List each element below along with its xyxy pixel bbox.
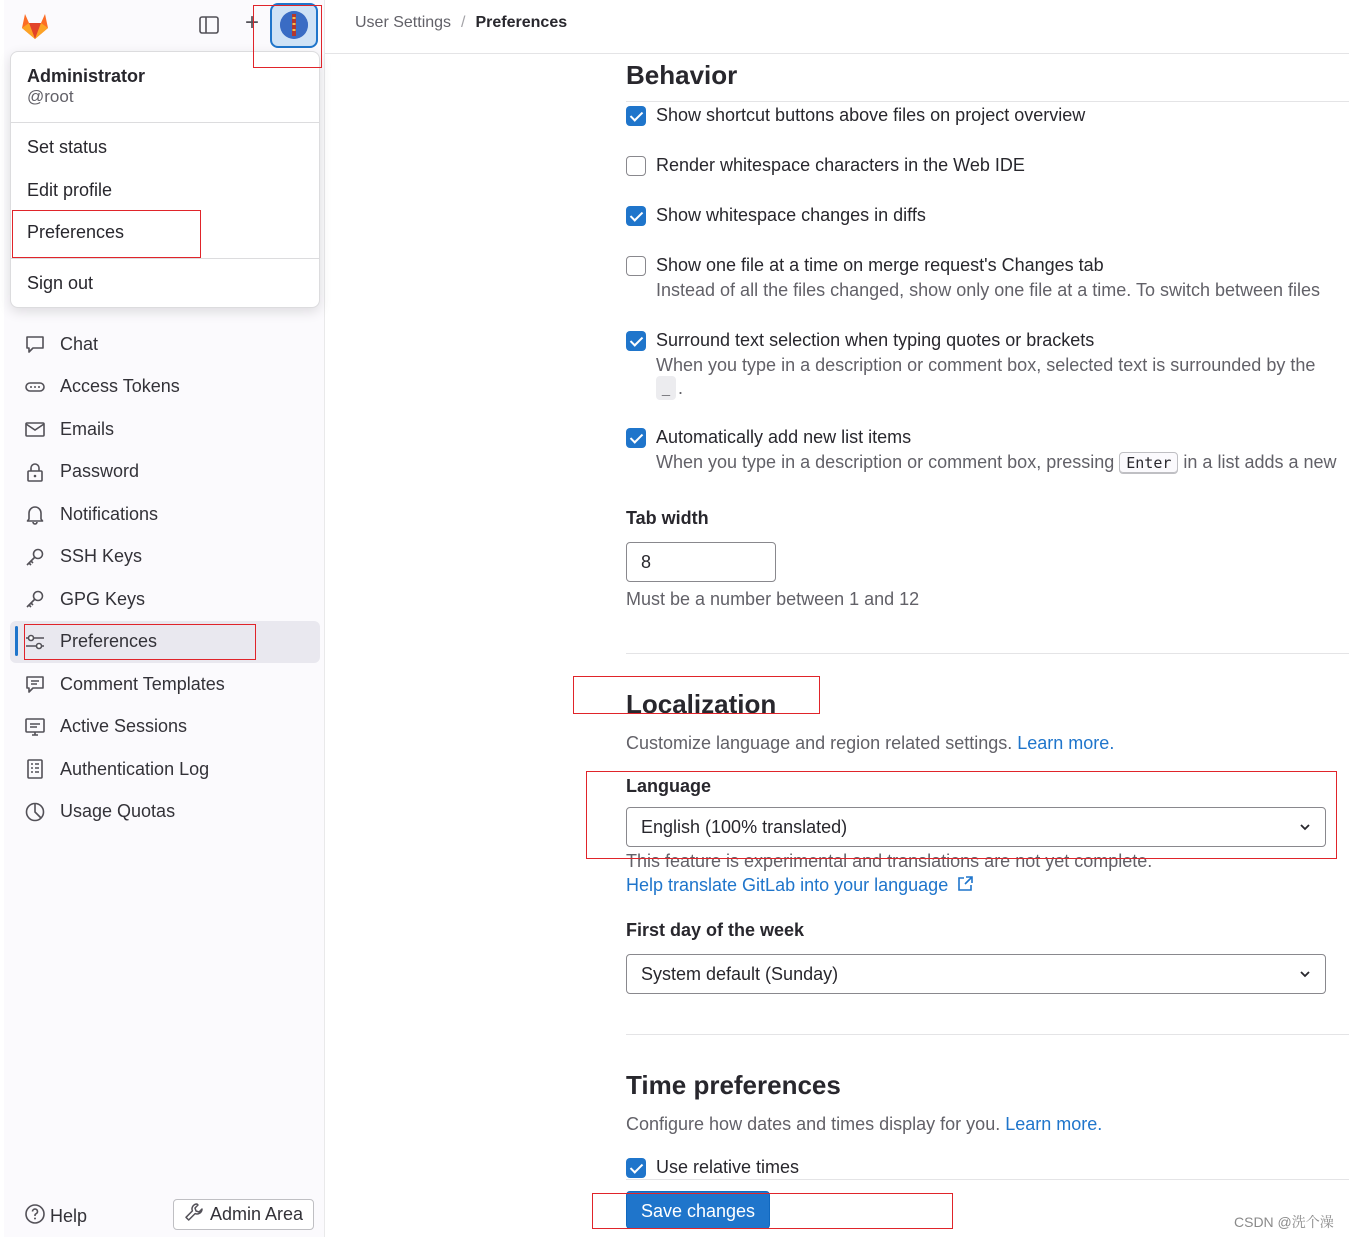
help-translate-link[interactable]: Help translate GitLab into your language [626, 875, 949, 895]
shortcut-buttons-checkbox[interactable] [626, 106, 646, 126]
one-file-label[interactable]: Show one file at a time on merge request's Changes tab [656, 255, 1104, 275]
tab-width-input[interactable] [626, 542, 776, 582]
watermark: CSDN @洗个澡 [1234, 1214, 1334, 1230]
preferences-icon [23, 630, 47, 654]
bell-icon [23, 502, 47, 526]
sidebar-item-label: Password [60, 461, 140, 482]
breadcrumb-current[interactable]: Preferences [475, 14, 568, 31]
time-description-text: Configure how dates and times display for you. [626, 1114, 1001, 1134]
first-day-label: First day of the week [626, 920, 805, 940]
breadcrumb-user-settings[interactable]: User Settings [355, 14, 452, 31]
comment-icon [23, 672, 47, 696]
shortcut-buttons-label[interactable]: Show shortcut buttons above files on project overview [656, 105, 1086, 125]
save-changes-button[interactable]: Save changes [626, 1191, 770, 1229]
breadcrumb [355, 14, 567, 32]
one-file-help: Instead of all the files changed, show only one file at a time. To switch between files [656, 280, 1321, 300]
render-whitespace-label[interactable]: Render whitespace characters in the Web IDE [656, 155, 1025, 175]
sidebar-item-label: Notifications [60, 503, 159, 524]
chevron-down-icon [1299, 821, 1311, 833]
sidebar-item-gpg-keys[interactable] [10, 578, 320, 621]
language-value: English (100% translated) [641, 817, 848, 837]
sidebar-item-preferences[interactable] [10, 621, 320, 664]
divider [11, 122, 319, 123]
admin-area-label: Admin Area [209, 1204, 304, 1224]
user-username: @root [27, 87, 74, 106]
sidebar-item-notifications[interactable] [10, 493, 320, 536]
code-snippet: _ [656, 376, 676, 400]
sidebar-item-label: Comment Templates [60, 673, 225, 694]
mail-icon [23, 417, 47, 441]
period: . [1109, 733, 1115, 753]
tab-width-label: Tab width [626, 508, 709, 528]
time-preferences-heading: Time preferences [626, 1070, 841, 1100]
auto-list-items-label[interactable]: Automatically add new list items [656, 427, 912, 447]
sidebar-item-label: Preferences [60, 631, 158, 652]
avatar [280, 11, 308, 39]
sidebar-item-comment-templates[interactable] [10, 663, 320, 706]
set-status-item[interactable]: Set status [27, 137, 108, 157]
language-label: Language [626, 776, 712, 796]
preferences-menu-item[interactable]: Preferences [27, 222, 125, 242]
relative-times-label[interactable]: Use relative times [656, 1157, 800, 1177]
key-icon [23, 587, 47, 611]
sidebar-item-label: Active Sessions [60, 716, 188, 737]
sidebar-item-ssh-keys[interactable] [10, 536, 320, 579]
localization-learn-more-link[interactable]: Learn more [1017, 733, 1110, 753]
help-button[interactable] [24, 1203, 87, 1230]
period: . [1097, 1114, 1103, 1134]
surround-selection-label[interactable]: Surround text selection when typing quotes or brackets [656, 330, 1095, 350]
surround-selection-help: When you type in a description or comment box, selected text is surrounded by the [656, 355, 1316, 375]
quota-icon [23, 800, 47, 824]
chat-icon [23, 332, 47, 356]
sidebar-toggle-icon[interactable] [197, 13, 221, 37]
first-day-select[interactable] [626, 954, 1326, 994]
question-icon [24, 1203, 46, 1230]
localization-heading: Localization [626, 689, 777, 719]
whitespace-diffs-label[interactable]: Show whitespace changes in diffs [656, 205, 926, 225]
language-select[interactable] [626, 807, 1326, 847]
render-whitespace-checkbox[interactable] [626, 156, 646, 176]
divider [626, 1034, 1349, 1035]
divider [626, 1179, 1349, 1180]
one-file-checkbox[interactable] [626, 256, 646, 276]
tab-width-hint: Must be a number between 1 and 12 [626, 589, 920, 609]
auto-list-items-checkbox[interactable] [626, 428, 646, 448]
breadcrumb-separator: / [461, 14, 466, 31]
preferences-form [626, 0, 1349, 1237]
sidebar-item-label: Emails [60, 418, 115, 439]
divider [11, 258, 319, 259]
sidebar-item-label: GPG Keys [60, 588, 146, 609]
sidebar-item-password[interactable] [10, 451, 320, 494]
help-label: Help [50, 1206, 88, 1226]
auto-list-items-help [656, 452, 1337, 474]
sidebar-topbar [0, 0, 325, 52]
wrench-icon [184, 1202, 204, 1227]
behavior-heading: Behavior [626, 60, 738, 90]
first-day-value: System default (Sunday) [641, 964, 839, 984]
help-text-before: When you type in a description or comment box, pressing [656, 452, 1115, 472]
key-icon [23, 545, 47, 569]
surround-selection-checkbox[interactable] [626, 331, 646, 351]
edit-profile-item[interactable]: Edit profile [27, 180, 113, 200]
localization-description-text: Customize language and region related settings. [626, 733, 1013, 753]
settings-nav [10, 323, 320, 833]
sidebar-item-chat[interactable] [10, 323, 320, 366]
create-new-icon[interactable]: + [244, 9, 259, 36]
time-preferences-description [626, 1114, 1102, 1135]
sidebar-item-label: Chat [60, 333, 99, 354]
external-link-icon [956, 875, 974, 893]
sidebar-item-emails[interactable] [10, 408, 320, 451]
relative-times-checkbox[interactable] [626, 1158, 646, 1178]
sidebar-item-label: Access Tokens [60, 376, 180, 397]
user-display-name[interactable]: Administrator [27, 66, 146, 86]
sidebar-item-label: Authentication Log [60, 758, 210, 779]
log-icon [23, 757, 47, 781]
help-text-after: in a list adds a new [1183, 452, 1337, 472]
translate-link-row [626, 875, 974, 896]
whitespace-diffs-checkbox[interactable] [626, 206, 646, 226]
divider [626, 101, 1349, 102]
time-learn-more-link[interactable]: Learn more [1005, 1114, 1098, 1134]
avatar-image-icon [280, 11, 308, 39]
chevron-down-icon [1299, 968, 1311, 980]
enter-key: Enter [1119, 452, 1178, 474]
gitlab-logo-icon[interactable] [18, 8, 52, 42]
lock-icon [23, 460, 47, 484]
sidebar-item-access-tokens[interactable] [10, 366, 320, 409]
user-menu-dropdown [10, 51, 320, 308]
user-menu-button[interactable] [270, 3, 318, 48]
help-period: . [678, 378, 684, 398]
localization-description [626, 733, 1114, 754]
sidebar-item-authentication-log[interactable] [10, 748, 320, 791]
sidebar-item-active-sessions[interactable] [10, 706, 320, 749]
language-hint: This feature is experimental and translations are not yet complete. [626, 851, 1153, 871]
monitor-icon [23, 715, 47, 739]
divider [626, 653, 1349, 654]
sidebar-item-label: SSH Keys [60, 546, 143, 567]
token-icon [23, 375, 47, 399]
sidebar-item-label: Usage Quotas [60, 801, 176, 822]
sidebar-item-usage-quotas[interactable] [10, 791, 320, 834]
sign-out-item[interactable]: Sign out [27, 273, 94, 293]
admin-area-button[interactable] [173, 1199, 314, 1230]
